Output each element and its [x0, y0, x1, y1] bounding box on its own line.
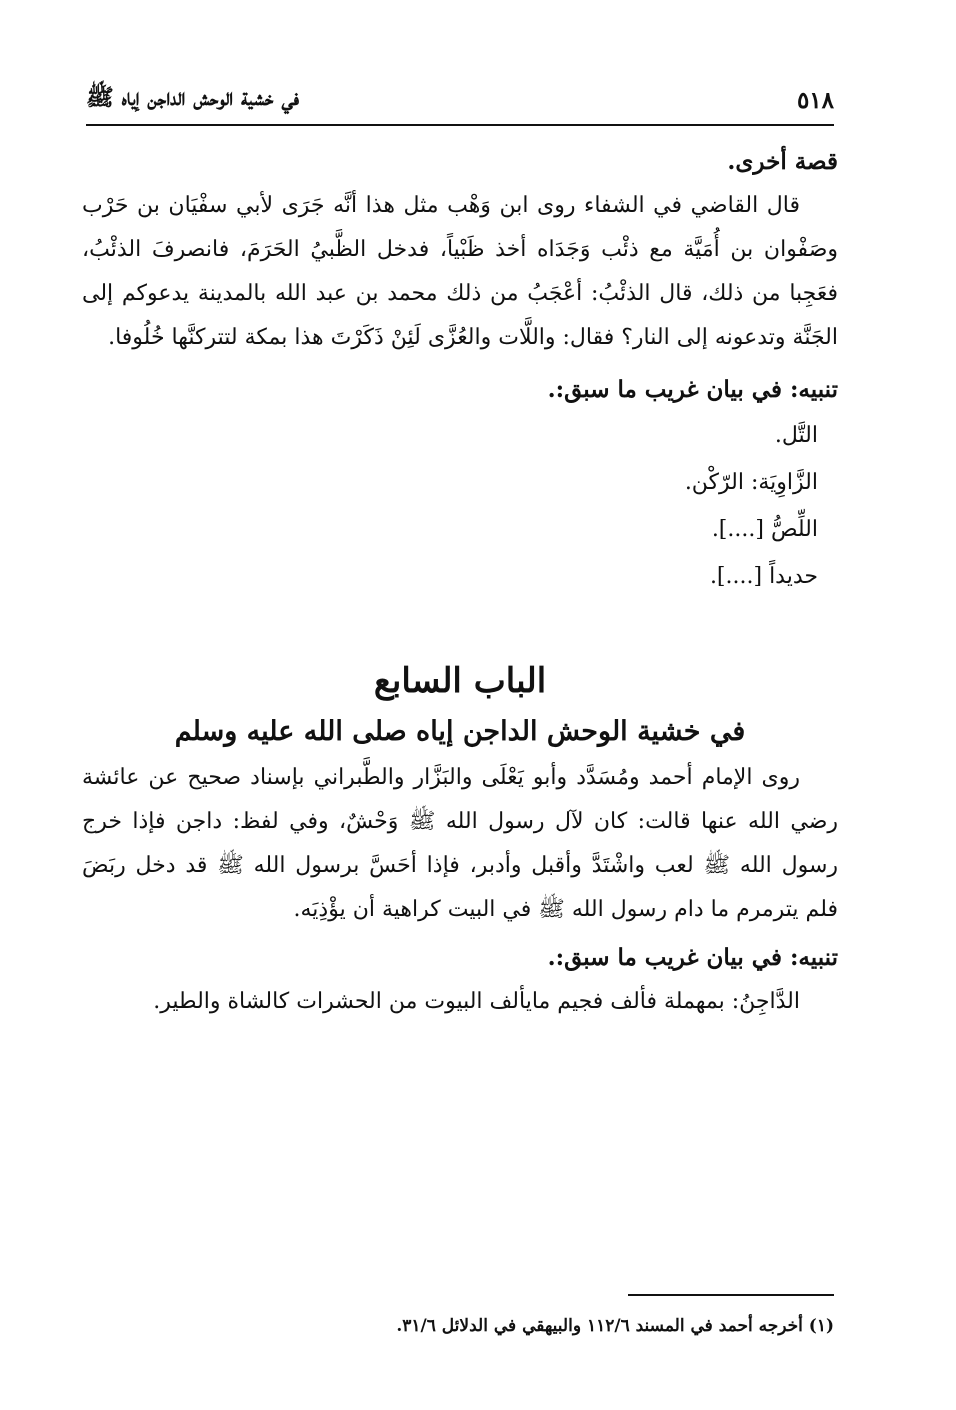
footnote-rule — [628, 1294, 834, 1296]
page-number: ٥١٨ — [796, 86, 834, 114]
page-header — [86, 80, 834, 120]
running-title: في خشية الوحش الداجن إياه ﷺ — [86, 84, 299, 111]
gloss-item: اللِّصُّ [....]. — [711, 517, 818, 542]
page-body — [82, 140, 838, 1024]
gloss-item: حديداً [....]. — [709, 564, 818, 589]
gloss-item: التَّل. — [774, 423, 818, 448]
chapter-paragraph: روى الإمام أحمد ومُسَدَّد وأبو يَعْلَى والبَزَّار والطَّبراني بإسناد صحيح عن عائشة رضي الله عنها قالت: كان لآل رسول الله ﷺ وَحْشٌ، وفي لفظ: داجن فإذا خرج رسول الله ﷺ لعب واشْتَدَّ وأقبل وأدبر، فإذا أحَسَّ برسول الله ﷺ قد دخل ربَضَ فلم يترمرم ما دام رسول الله ﷺ في البيت كراهية أن يؤْذِيَه. — [82, 765, 838, 922]
story-paragraph: قال القاضي في الشفاء روى ابن وَهْب مثل هذا أنَّه جَرَى لأبي سفْيَان بن حَرْب وصَفْوان بن أُمَيَّة مع ذئْب وَجَدَاه أخذ ظَبْياً، فدخل الظَّبيُ الحَرَمَ، فانصرفَ الذئْبُ، فعَجِبا من ذلك، قال الذئْبُ: أعْجَبُ من ذلك محمد بن عبد الله بالمدينة يدعوكم إلى الجَنَّة وتدعونه إلى النار؟ فقال: واللَّات والعُزَّى لَئِنْ ذَكَرْتَ هذا بمكة لتتركنَّها خُلُوفا. — [82, 193, 838, 350]
chapter-title: الباب السابع — [373, 661, 547, 701]
section-heading: قصة أخرى. — [727, 148, 838, 175]
gloss-item: الزَّاوِيَة: الرّكْن. — [684, 470, 818, 495]
notice-heading: تنبيه: في بيان غريب ما سبق:. — [547, 376, 838, 403]
header-rule — [86, 124, 834, 126]
gloss-item: الدَّاجِنُ: بمهملة فألف فجيم مايألف البيوت من الحشرات كالشاة والطير. — [153, 989, 800, 1014]
chapter-subtitle: في خشية الوحش الداجن إياه صلى الله عليه وسلم — [174, 716, 746, 747]
notice-heading: تنبيه: في بيان غريب ما سبق:. — [547, 944, 838, 971]
footnote: (١) أخرجه أحمد في المسند ١١٢/٦ والبيهقي في الدلائل ٣١/٦. — [396, 1316, 834, 1336]
